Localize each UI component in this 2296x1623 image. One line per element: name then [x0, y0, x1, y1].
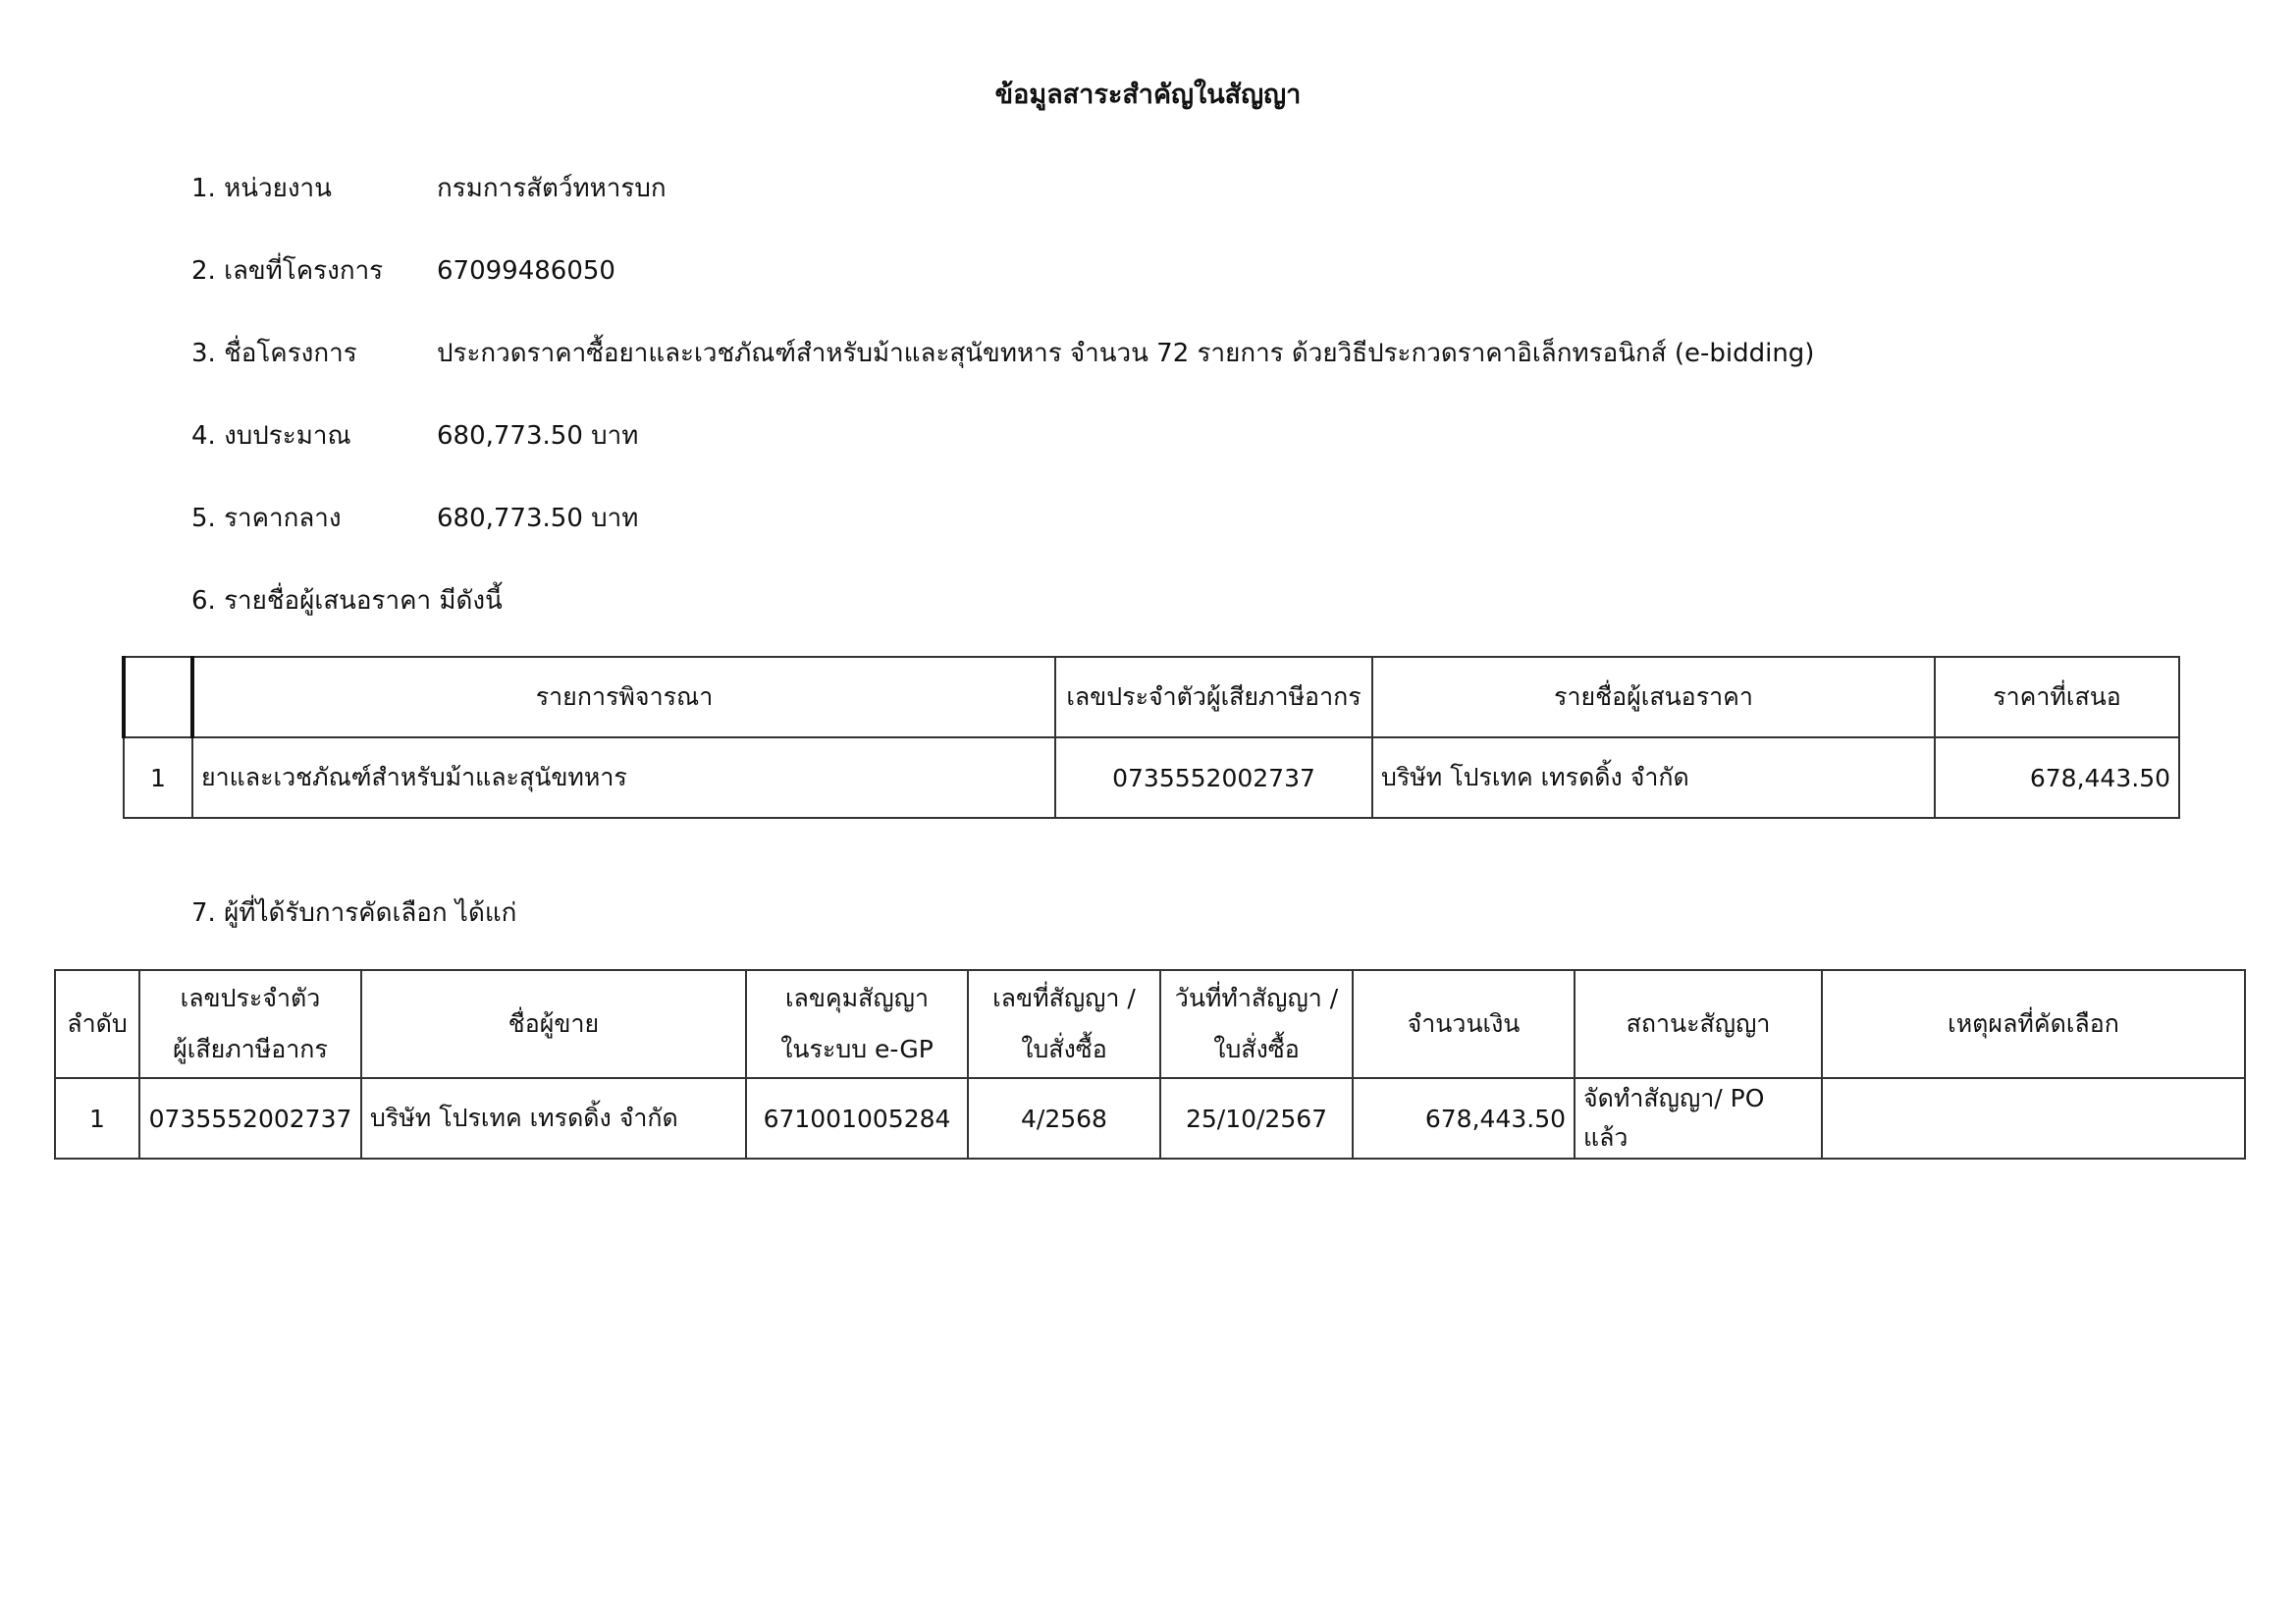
bidders-section-label: 6. รายชื่อผู้เสนอราคา มีดังนี้ — [191, 586, 503, 616]
field-value: กรมการสัตว์ทหารบก — [437, 174, 667, 203]
table-cell: 678,443.50 — [1353, 1078, 1575, 1159]
table-header-cell — [124, 657, 192, 737]
table-header-cell: เลขประจำตัว ผู้เสียภาษีอากร — [139, 970, 361, 1078]
field-label: 4. งบประมาณ — [191, 421, 351, 451]
table-header-cell: ลำดับ — [55, 970, 139, 1078]
field-label: 3. ชื่อโครงการ — [191, 339, 357, 368]
table-cell: 678,443.50 — [1935, 737, 2179, 818]
table-header-cell: ชื่อผู้ขาย — [361, 970, 746, 1078]
table-header-row — [124, 657, 2179, 737]
table-cell: 25/10/2567 — [1160, 1078, 1353, 1159]
table-cell: บริษัท โปรเทค เทรดดิ้ง จำกัด — [1372, 737, 1935, 818]
field-project-name — [191, 334, 1814, 373]
table-cell: 4/2568 — [968, 1078, 1160, 1159]
table-header-row — [55, 970, 2245, 1078]
table-header-cell: รายชื่อผู้เสนอราคา — [1372, 657, 1935, 737]
table-row — [55, 1078, 2245, 1159]
table-cell: 0735552002737 — [1055, 737, 1372, 818]
table-header-cell: เลขประจำตัวผู้เสียภาษีอากร — [1055, 657, 1372, 737]
table-header-cell: จำนวนเงิน — [1353, 970, 1575, 1078]
table-header-cell: เลขคุมสัญญา ในระบบ e-GP — [746, 970, 968, 1078]
field-budget — [191, 416, 638, 456]
table-cell: 671001005284 — [746, 1078, 968, 1159]
field-value: 67099486050 — [437, 256, 615, 286]
field-median-price — [191, 499, 638, 538]
table-header-cell: เหตุผลที่คัดเลือก — [1822, 970, 2245, 1078]
field-label: 2. เลขที่โครงการ — [191, 256, 384, 286]
table-cell: 1 — [124, 737, 192, 818]
table-cell: 1 — [55, 1078, 139, 1159]
table-header-cell: รายการพิจารณา — [192, 657, 1055, 737]
table-cell: ยาและเวชภัณฑ์สำหรับม้าและสุนัขทหาร — [192, 737, 1055, 818]
table-cell: บริษัท โปรเทค เทรดดิ้ง จำกัด — [361, 1078, 746, 1159]
table-cell: 0735552002737 — [139, 1078, 361, 1159]
document-title: ข้อมูลสาระสำคัญในสัญญา — [994, 80, 1302, 110]
bidders-table — [122, 656, 2180, 819]
field-agency — [191, 169, 667, 208]
table-cell — [1822, 1078, 2245, 1159]
table-cell: จัดทำสัญญา/ PO แล้ว — [1575, 1078, 1822, 1159]
table-header-cell: เลขที่สัญญา / ใบสั่งซื้อ — [968, 970, 1160, 1078]
field-value: ประกวดราคาซื้อยาและเวชภัณฑ์สำหรับม้าและสุนัขทหาร จำนวน 72 รายการ ด้วยวิธีประกวดราคาอิเล็กทรอนิกส์ (e-bidding) — [437, 339, 1815, 368]
table-header-cell: สถานะสัญญา — [1575, 970, 1822, 1078]
winners-table — [54, 969, 2246, 1160]
field-label: 5. ราคากลาง — [191, 504, 342, 533]
field-label: 1. หน่วยงาน — [191, 174, 332, 203]
field-value: 680,773.50 บาท — [437, 421, 639, 451]
field-project-number — [191, 251, 615, 291]
field-value: 680,773.50 บาท — [437, 504, 639, 533]
table-row — [124, 737, 2179, 818]
table-header-cell: ราคาที่เสนอ — [1935, 657, 2179, 737]
winners-section-label: 7. ผู้ที่ได้รับการคัดเลือก ได้แก่ — [191, 898, 517, 928]
table-header-cell: วันที่ทำสัญญา / ใบสั่งซื้อ — [1160, 970, 1353, 1078]
